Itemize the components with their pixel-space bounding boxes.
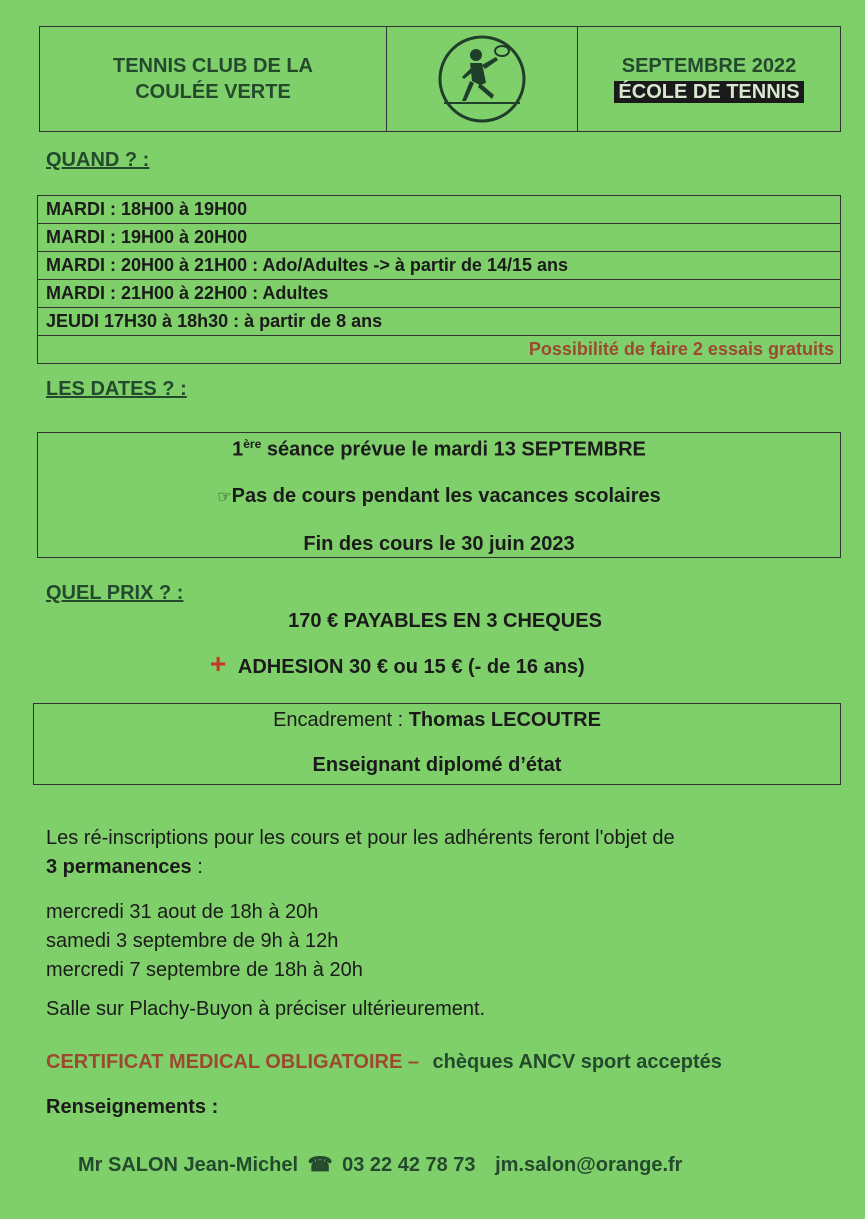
club-logo	[387, 27, 578, 131]
contact-phone[interactable]: 03 22 42 78 73	[342, 1154, 476, 1176]
coach-box	[33, 703, 841, 785]
price-line1: 170 € PAYABLES EN 3 CHEQUES	[288, 610, 602, 632]
coach-label: Encadrement :	[273, 709, 409, 731]
registration-count-tail: :	[191, 856, 203, 878]
dates-box	[37, 432, 841, 558]
price-title: QUEL PRIX ? :	[46, 582, 184, 604]
pointing-hand-icon: ☞	[217, 489, 232, 506]
season-info	[578, 27, 840, 131]
free-trial-note: Possibilité de faire 2 essais gratuits	[528, 339, 834, 359]
telephone-icon: ☎	[307, 1154, 333, 1176]
coach-name: Thomas LECOUTRE	[408, 709, 601, 731]
schedule-row: JEUDI 17H30 à 18h30 : à partir de 8 ans	[38, 308, 840, 336]
coach-role: Enseignant diplomé d’état	[312, 754, 562, 776]
medical-line	[46, 1051, 846, 1074]
registration-intro: Les ré-inscriptions pour les cours et pour les adhérents feront l'objet de	[46, 827, 675, 849]
club-name	[40, 27, 387, 131]
coach-line	[34, 709, 840, 732]
membership-text: ADHESION 30 € ou 15 € (- de 16 ans)	[237, 656, 585, 678]
session-list	[46, 898, 363, 985]
first-session-num: 1	[232, 438, 244, 461]
contact-line	[78, 1152, 858, 1177]
list-item: mercredi 31 aout de 18h à 20h	[46, 901, 319, 923]
registration-count	[46, 856, 203, 879]
first-session-sup: ère	[243, 437, 262, 451]
registration-count-bold: 3 permanences	[46, 856, 192, 878]
no-class-text: Pas de cours pendant les vacances scolaires	[231, 485, 661, 507]
schedule-row: MARDI : 19H00 à 20H00	[38, 224, 840, 252]
list-item: mercredi 7 septembre de 18h à 20h	[46, 959, 363, 981]
tennis-player-icon	[436, 33, 528, 125]
venue-note: Salle sur Plachy-Buyon à préciser ultérieurement.	[46, 998, 486, 1020]
school-label: ÉCOLE DE TENNIS	[614, 81, 803, 103]
end-date: Fin des cours le 30 juin 2023	[303, 533, 575, 555]
schedule-row: MARDI : 20H00 à 21H00 : Ado/Adultes -> à partir de 14/15 ans	[38, 252, 840, 280]
first-session-text: séance prévue le mardi 13 SEPTEMBRE	[261, 438, 646, 461]
plus-icon: +	[210, 648, 227, 679]
club-name-line2: COULÉE VERTE	[135, 81, 291, 103]
info-title: Renseignements :	[46, 1096, 219, 1118]
dates-title: LES DATES ? :	[46, 378, 187, 400]
schedule-row: MARDI : 21H00 à 22H00 : Adultes	[38, 280, 840, 308]
ancv-note: chèques ANCV sport acceptés	[432, 1051, 722, 1073]
medical-requirement: CERTIFICAT MEDICAL OBLIGATOIRE –	[46, 1051, 419, 1073]
club-name-line1: TENNIS CLUB DE LA	[113, 55, 313, 77]
when-title: QUAND ? :	[46, 149, 150, 171]
season-month: SEPTEMBRE 2022	[621, 55, 797, 77]
contact-name: Mr SALON Jean-Michel	[78, 1154, 299, 1176]
contact-email[interactable]: jm.salon@orange.fr	[495, 1154, 683, 1176]
first-session	[38, 437, 840, 462]
price-line2	[210, 648, 810, 680]
schedule-row: MARDI : 18H00 à 19H00	[38, 196, 840, 224]
list-item: samedi 3 septembre de 9h à 12h	[46, 930, 339, 952]
header-box	[39, 26, 841, 132]
schedule-table	[37, 195, 841, 364]
no-class-note	[38, 485, 840, 508]
